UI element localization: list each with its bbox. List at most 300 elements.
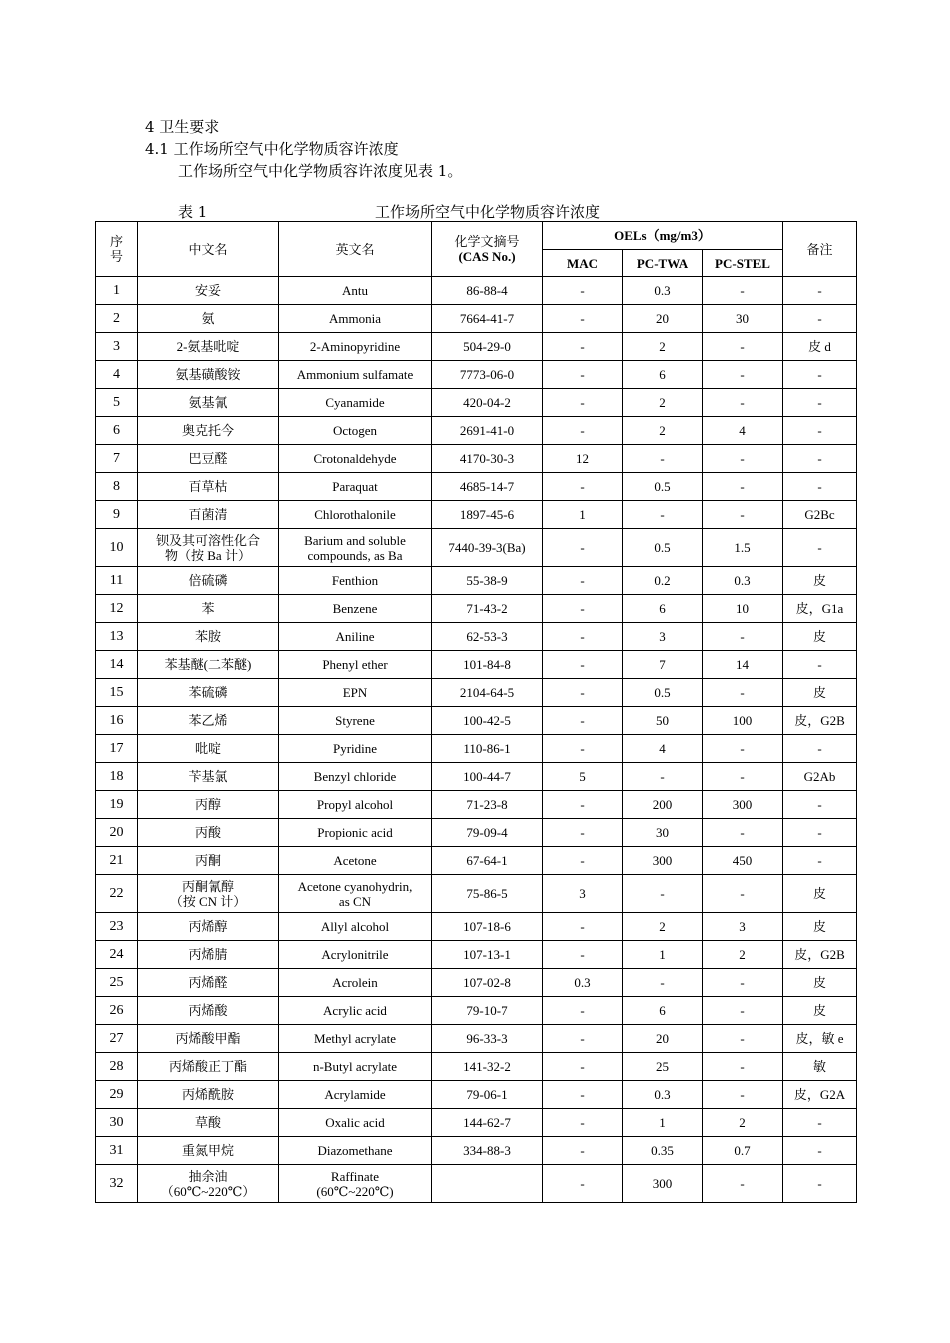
mac-cell: -	[543, 913, 623, 941]
seq-cell: 4	[96, 361, 138, 389]
table-row	[96, 875, 857, 913]
pc-stel-cell: 450	[703, 847, 783, 875]
mac-cell: 1	[543, 501, 623, 529]
note-cell: 皮 d	[783, 333, 857, 361]
note-cell: 皮，敏 e	[783, 1025, 857, 1053]
pc-stel-cell: -	[703, 997, 783, 1025]
note-cell: 皮	[783, 567, 857, 595]
pc-twa-cell: 0.5	[623, 679, 703, 707]
pc-twa-cell: -	[623, 445, 703, 473]
table-row	[96, 305, 857, 333]
english-name-cell: Acrylic acid	[279, 997, 432, 1025]
chinese-name-cell: 氨基磺酸铵	[138, 361, 279, 389]
pc-stel-cell: -	[703, 969, 783, 997]
pc-twa-cell: -	[623, 763, 703, 791]
intro-paragraph: 工作场所空气中化学物质容许浓度见表 1。	[178, 162, 463, 180]
note-cell: -	[783, 1109, 857, 1137]
english-name-cell: Crotonaldehyde	[279, 445, 432, 473]
pc-twa-cell: 2	[623, 417, 703, 445]
cas-cell: 79-06-1	[432, 1081, 543, 1109]
pc-stel-cell: 2	[703, 1109, 783, 1137]
english-name-cell: Allyl alcohol	[279, 913, 432, 941]
chinese-name-cell: 丙酮	[138, 847, 279, 875]
header-english-name: 英文名	[279, 222, 432, 277]
table-row	[96, 847, 857, 875]
cas-cell: 96-33-3	[432, 1025, 543, 1053]
mac-cell: -	[543, 997, 623, 1025]
mac-cell: -	[543, 735, 623, 763]
pc-stel-cell: -	[703, 473, 783, 501]
seq-cell: 16	[96, 707, 138, 735]
pc-twa-cell: 0.35	[623, 1137, 703, 1165]
mac-cell: -	[543, 1165, 623, 1203]
mac-cell: -	[543, 567, 623, 595]
seq-cell: 9	[96, 501, 138, 529]
pc-stel-cell: 0.3	[703, 567, 783, 595]
note-cell: -	[783, 305, 857, 333]
mac-cell: -	[543, 333, 623, 361]
chinese-name-cell: 苯硫磷	[138, 679, 279, 707]
pc-twa-cell: 30	[623, 819, 703, 847]
mac-cell: 3	[543, 875, 623, 913]
pc-twa-cell: 0.5	[623, 473, 703, 501]
mac-cell: -	[543, 651, 623, 679]
pc-stel-cell: -	[703, 445, 783, 473]
pc-twa-cell: -	[623, 875, 703, 913]
seq-cell: 2	[96, 305, 138, 333]
pc-twa-cell: -	[623, 969, 703, 997]
note-cell: 皮	[783, 623, 857, 651]
english-name-cell: Barium and soluble compounds, as Ba	[279, 529, 432, 567]
chinese-name-cell: 丙烯醇	[138, 913, 279, 941]
seq-cell: 17	[96, 735, 138, 763]
cas-cell: 334-88-3	[432, 1137, 543, 1165]
pc-stel-cell: -	[703, 623, 783, 651]
chinese-name-cell: 丙烯酸	[138, 997, 279, 1025]
exposure-limits-table	[95, 221, 857, 1203]
english-name-cell: Raffinate (60℃~220℃)	[279, 1165, 432, 1203]
header-mac: MAC	[543, 250, 623, 277]
seq-cell: 13	[96, 623, 138, 651]
mac-cell: -	[543, 1137, 623, 1165]
pc-twa-cell: 2	[623, 913, 703, 941]
note-cell: 皮	[783, 969, 857, 997]
pc-stel-cell: -	[703, 679, 783, 707]
chinese-name-cell: 苄基氯	[138, 763, 279, 791]
cas-cell: 86-88-4	[432, 277, 543, 305]
pc-twa-cell: 25	[623, 1053, 703, 1081]
table-row	[96, 969, 857, 997]
seq-cell: 30	[96, 1109, 138, 1137]
mac-cell: -	[543, 791, 623, 819]
english-name-cell: Aniline	[279, 623, 432, 651]
pc-stel-cell: 300	[703, 791, 783, 819]
table-row	[96, 389, 857, 417]
table-row	[96, 763, 857, 791]
pc-twa-cell: 0.5	[623, 529, 703, 567]
seq-cell: 6	[96, 417, 138, 445]
seq-cell: 26	[96, 997, 138, 1025]
cas-cell: 2691-41-0	[432, 417, 543, 445]
note-cell: 皮	[783, 913, 857, 941]
note-cell: -	[783, 1137, 857, 1165]
cas-cell: 62-53-3	[432, 623, 543, 651]
seq-cell: 23	[96, 913, 138, 941]
table-row	[96, 567, 857, 595]
cas-cell: 100-42-5	[432, 707, 543, 735]
pc-twa-cell: 7	[623, 651, 703, 679]
note-cell: -	[783, 529, 857, 567]
mac-cell: -	[543, 1109, 623, 1137]
english-name-cell: Propyl alcohol	[279, 791, 432, 819]
pc-twa-cell: 2	[623, 389, 703, 417]
table-row	[96, 333, 857, 361]
subsection-heading: 4.1 工作场所空气中化学物质容许浓度	[145, 140, 399, 158]
table-row	[96, 529, 857, 567]
seq-cell: 11	[96, 567, 138, 595]
pc-twa-cell: 20	[623, 1025, 703, 1053]
seq-cell: 19	[96, 791, 138, 819]
table-row	[96, 1025, 857, 1053]
cas-cell: 67-64-1	[432, 847, 543, 875]
pc-twa-cell: 3	[623, 623, 703, 651]
mac-cell: -	[543, 417, 623, 445]
table-row	[96, 473, 857, 501]
pc-twa-cell: 4	[623, 735, 703, 763]
cas-cell: 7440-39-3(Ba)	[432, 529, 543, 567]
chinese-name-cell: 抽余油 （60℃~220℃）	[138, 1165, 279, 1203]
cas-cell: 107-13-1	[432, 941, 543, 969]
table-caption-title: 工作场所空气中化学物质容许浓度	[375, 203, 601, 221]
english-name-cell: Oxalic acid	[279, 1109, 432, 1137]
english-name-cell: Chlorothalonile	[279, 501, 432, 529]
english-name-cell: 2-Aminopyridine	[279, 333, 432, 361]
pc-twa-cell: 0.3	[623, 1081, 703, 1109]
chinese-name-cell: 丙烯酸正丁酯	[138, 1053, 279, 1081]
note-cell: 皮	[783, 679, 857, 707]
english-name-cell: EPN	[279, 679, 432, 707]
note-cell: 皮，G2B	[783, 707, 857, 735]
pc-stel-cell: -	[703, 361, 783, 389]
mac-cell: -	[543, 389, 623, 417]
table-row	[96, 997, 857, 1025]
english-name-cell: Fenthion	[279, 567, 432, 595]
seq-cell: 31	[96, 1137, 138, 1165]
table-row	[96, 277, 857, 305]
header-oels: OELs（mg/m3）	[543, 222, 783, 250]
chinese-name-cell: 丙烯酸甲酯	[138, 1025, 279, 1053]
seq-cell: 32	[96, 1165, 138, 1203]
note-cell: -	[783, 791, 857, 819]
note-cell: -	[783, 361, 857, 389]
english-name-cell: Propionic acid	[279, 819, 432, 847]
table-row	[96, 1165, 857, 1203]
cas-cell: 144-62-7	[432, 1109, 543, 1137]
header-cas	[432, 222, 543, 277]
chinese-name-cell: 丙醇	[138, 791, 279, 819]
header-chinese-name: 中文名	[138, 222, 279, 277]
chinese-name-cell: 2-氨基吡啶	[138, 333, 279, 361]
english-name-cell: Cyanamide	[279, 389, 432, 417]
chinese-name-cell: 苯乙烯	[138, 707, 279, 735]
pc-stel-cell: 14	[703, 651, 783, 679]
pc-stel-cell: 4	[703, 417, 783, 445]
cas-cell: 107-02-8	[432, 969, 543, 997]
pc-twa-cell: 6	[623, 595, 703, 623]
note-cell: -	[783, 819, 857, 847]
mac-cell: 0.3	[543, 969, 623, 997]
cas-cell: 4685-14-7	[432, 473, 543, 501]
seq-cell: 15	[96, 679, 138, 707]
chinese-name-cell: 丙烯醛	[138, 969, 279, 997]
cas-cell: 141-32-2	[432, 1053, 543, 1081]
english-name-cell: Phenyl ether	[279, 651, 432, 679]
cas-cell: 420-04-2	[432, 389, 543, 417]
pc-twa-cell: 6	[623, 361, 703, 389]
chinese-name-cell: 百草枯	[138, 473, 279, 501]
english-name-cell: Acrylonitrile	[279, 941, 432, 969]
seq-cell: 12	[96, 595, 138, 623]
table-row	[96, 623, 857, 651]
pc-stel-cell: -	[703, 1053, 783, 1081]
english-name-cell: Acrylamide	[279, 1081, 432, 1109]
cas-cell: 75-86-5	[432, 875, 543, 913]
note-cell: 皮，G1a	[783, 595, 857, 623]
table-row	[96, 819, 857, 847]
seq-cell: 20	[96, 819, 138, 847]
cas-cell: 55-38-9	[432, 567, 543, 595]
table-row	[96, 735, 857, 763]
pc-twa-cell: 6	[623, 997, 703, 1025]
seq-cell: 27	[96, 1025, 138, 1053]
table-row	[96, 445, 857, 473]
table-row	[96, 913, 857, 941]
header-seq: 序 号	[96, 222, 138, 277]
seq-cell: 3	[96, 333, 138, 361]
seq-cell: 18	[96, 763, 138, 791]
pc-stel-cell: -	[703, 875, 783, 913]
note-cell: 皮	[783, 997, 857, 1025]
cas-cell: 71-43-2	[432, 595, 543, 623]
pc-twa-cell: 1	[623, 941, 703, 969]
table-row	[96, 707, 857, 735]
note-cell: 皮，G2A	[783, 1081, 857, 1109]
mac-cell: -	[543, 819, 623, 847]
mac-cell: 5	[543, 763, 623, 791]
pc-twa-cell: 0.3	[623, 277, 703, 305]
note-cell: -	[783, 389, 857, 417]
table-row	[96, 791, 857, 819]
seq-cell: 25	[96, 969, 138, 997]
note-cell: -	[783, 277, 857, 305]
chinese-name-cell: 吡啶	[138, 735, 279, 763]
chinese-name-cell: 丙酸	[138, 819, 279, 847]
pc-stel-cell: -	[703, 389, 783, 417]
mac-cell: -	[543, 1081, 623, 1109]
mac-cell: -	[543, 529, 623, 567]
note-cell: -	[783, 417, 857, 445]
table-row	[96, 501, 857, 529]
pc-stel-cell: -	[703, 735, 783, 763]
mac-cell: -	[543, 361, 623, 389]
cas-cell: 504-29-0	[432, 333, 543, 361]
pc-stel-cell: -	[703, 1165, 783, 1203]
pc-stel-cell: 1.5	[703, 529, 783, 567]
seq-cell: 8	[96, 473, 138, 501]
chinese-name-cell: 氨	[138, 305, 279, 333]
header-note: 备注	[783, 222, 857, 277]
cas-cell: 7773-06-0	[432, 361, 543, 389]
pc-stel-cell: -	[703, 819, 783, 847]
english-name-cell: Acrolein	[279, 969, 432, 997]
chinese-name-cell: 苯	[138, 595, 279, 623]
chinese-name-cell: 氨基氰	[138, 389, 279, 417]
cas-cell: 79-09-4	[432, 819, 543, 847]
pc-stel-cell: 2	[703, 941, 783, 969]
chinese-name-cell: 苯基醚(二苯醚)	[138, 651, 279, 679]
table-row	[96, 1081, 857, 1109]
seq-cell: 22	[96, 875, 138, 913]
chinese-name-cell: 苯胺	[138, 623, 279, 651]
chinese-name-cell: 丙烯酰胺	[138, 1081, 279, 1109]
chinese-name-cell: 钡及其可溶性化合 物（按 Ba 计）	[138, 529, 279, 567]
pc-twa-cell: 2	[623, 333, 703, 361]
pc-twa-cell: 1	[623, 1109, 703, 1137]
table-row	[96, 417, 857, 445]
pc-stel-cell: -	[703, 1081, 783, 1109]
mac-cell: -	[543, 595, 623, 623]
seq-cell: 10	[96, 529, 138, 567]
mac-cell: -	[543, 277, 623, 305]
mac-cell: -	[543, 305, 623, 333]
pc-stel-cell: 30	[703, 305, 783, 333]
table-row	[96, 679, 857, 707]
english-name-cell: Octogen	[279, 417, 432, 445]
pc-stel-cell: 0.7	[703, 1137, 783, 1165]
cas-cell: 110-86-1	[432, 735, 543, 763]
seq-cell: 21	[96, 847, 138, 875]
header-cas-en: (CAS No.)	[458, 249, 516, 264]
seq-cell: 14	[96, 651, 138, 679]
note-cell: -	[783, 847, 857, 875]
mac-cell: -	[543, 623, 623, 651]
note-cell: 皮，G2B	[783, 941, 857, 969]
pc-stel-cell: -	[703, 763, 783, 791]
cas-cell: 7664-41-7	[432, 305, 543, 333]
english-name-cell: Benzyl chloride	[279, 763, 432, 791]
cas-cell	[432, 1165, 543, 1203]
mac-cell: -	[543, 941, 623, 969]
table-row	[96, 651, 857, 679]
table-row	[96, 941, 857, 969]
pc-twa-cell: 0.2	[623, 567, 703, 595]
pc-twa-cell: 50	[623, 707, 703, 735]
pc-stel-cell: -	[703, 333, 783, 361]
pc-twa-cell: 20	[623, 305, 703, 333]
english-name-cell: n-Butyl acrylate	[279, 1053, 432, 1081]
pc-twa-cell: -	[623, 501, 703, 529]
mac-cell: -	[543, 707, 623, 735]
section-heading: 4 卫生要求	[145, 118, 220, 136]
table-row	[96, 1053, 857, 1081]
pc-stel-cell: -	[703, 1025, 783, 1053]
seq-cell: 1	[96, 277, 138, 305]
chinese-name-cell: 奥克托今	[138, 417, 279, 445]
chinese-name-cell: 丙酮氰醇 （按 CN 计）	[138, 875, 279, 913]
table-row	[96, 595, 857, 623]
pc-stel-cell: -	[703, 501, 783, 529]
table-row	[96, 1109, 857, 1137]
english-name-cell: Paraquat	[279, 473, 432, 501]
english-name-cell: Diazomethane	[279, 1137, 432, 1165]
cas-cell: 101-84-8	[432, 651, 543, 679]
note-cell: G2Bc	[783, 501, 857, 529]
english-name-cell: Acetone cyanohydrin, as CN	[279, 875, 432, 913]
pc-stel-cell: 10	[703, 595, 783, 623]
chinese-name-cell: 安妥	[138, 277, 279, 305]
cas-cell: 71-23-8	[432, 791, 543, 819]
english-name-cell: Ammonium sulfamate	[279, 361, 432, 389]
chinese-name-cell: 百菌清	[138, 501, 279, 529]
pc-twa-cell: 300	[623, 1165, 703, 1203]
table-row	[96, 361, 857, 389]
pc-twa-cell: 300	[623, 847, 703, 875]
cas-cell: 107-18-6	[432, 913, 543, 941]
pc-stel-cell: -	[703, 277, 783, 305]
english-name-cell: Methyl acrylate	[279, 1025, 432, 1053]
table-row	[96, 1137, 857, 1165]
note-cell: -	[783, 1165, 857, 1203]
header-cas-cn: 化学文摘号	[454, 234, 520, 249]
table-body	[96, 277, 857, 1203]
chinese-name-cell: 重氮甲烷	[138, 1137, 279, 1165]
note-cell: 皮	[783, 875, 857, 913]
cas-cell: 100-44-7	[432, 763, 543, 791]
seq-cell: 29	[96, 1081, 138, 1109]
chinese-name-cell: 丙烯腈	[138, 941, 279, 969]
pc-stel-cell: 100	[703, 707, 783, 735]
english-name-cell: Acetone	[279, 847, 432, 875]
note-cell: -	[783, 445, 857, 473]
cas-cell: 2104-64-5	[432, 679, 543, 707]
cas-cell: 4170-30-3	[432, 445, 543, 473]
seq-cell: 7	[96, 445, 138, 473]
chinese-name-cell: 倍硫磷	[138, 567, 279, 595]
english-name-cell: Antu	[279, 277, 432, 305]
chinese-name-cell: 巴豆醛	[138, 445, 279, 473]
note-cell: -	[783, 735, 857, 763]
header-pc-stel: PC-STEL	[703, 250, 783, 277]
english-name-cell: Pyridine	[279, 735, 432, 763]
seq-cell: 28	[96, 1053, 138, 1081]
mac-cell: -	[543, 1053, 623, 1081]
cas-cell: 1897-45-6	[432, 501, 543, 529]
note-cell: -	[783, 651, 857, 679]
mac-cell: -	[543, 847, 623, 875]
mac-cell: 12	[543, 445, 623, 473]
cas-cell: 79-10-7	[432, 997, 543, 1025]
seq-cell: 5	[96, 389, 138, 417]
mac-cell: -	[543, 1025, 623, 1053]
table-caption-number: 表 1	[178, 203, 208, 221]
chinese-name-cell: 草酸	[138, 1109, 279, 1137]
note-cell: 敏	[783, 1053, 857, 1081]
mac-cell: -	[543, 473, 623, 501]
note-cell: G2Ab	[783, 763, 857, 791]
pc-twa-cell: 200	[623, 791, 703, 819]
header-pc-twa: PC-TWA	[623, 250, 703, 277]
note-cell: -	[783, 473, 857, 501]
